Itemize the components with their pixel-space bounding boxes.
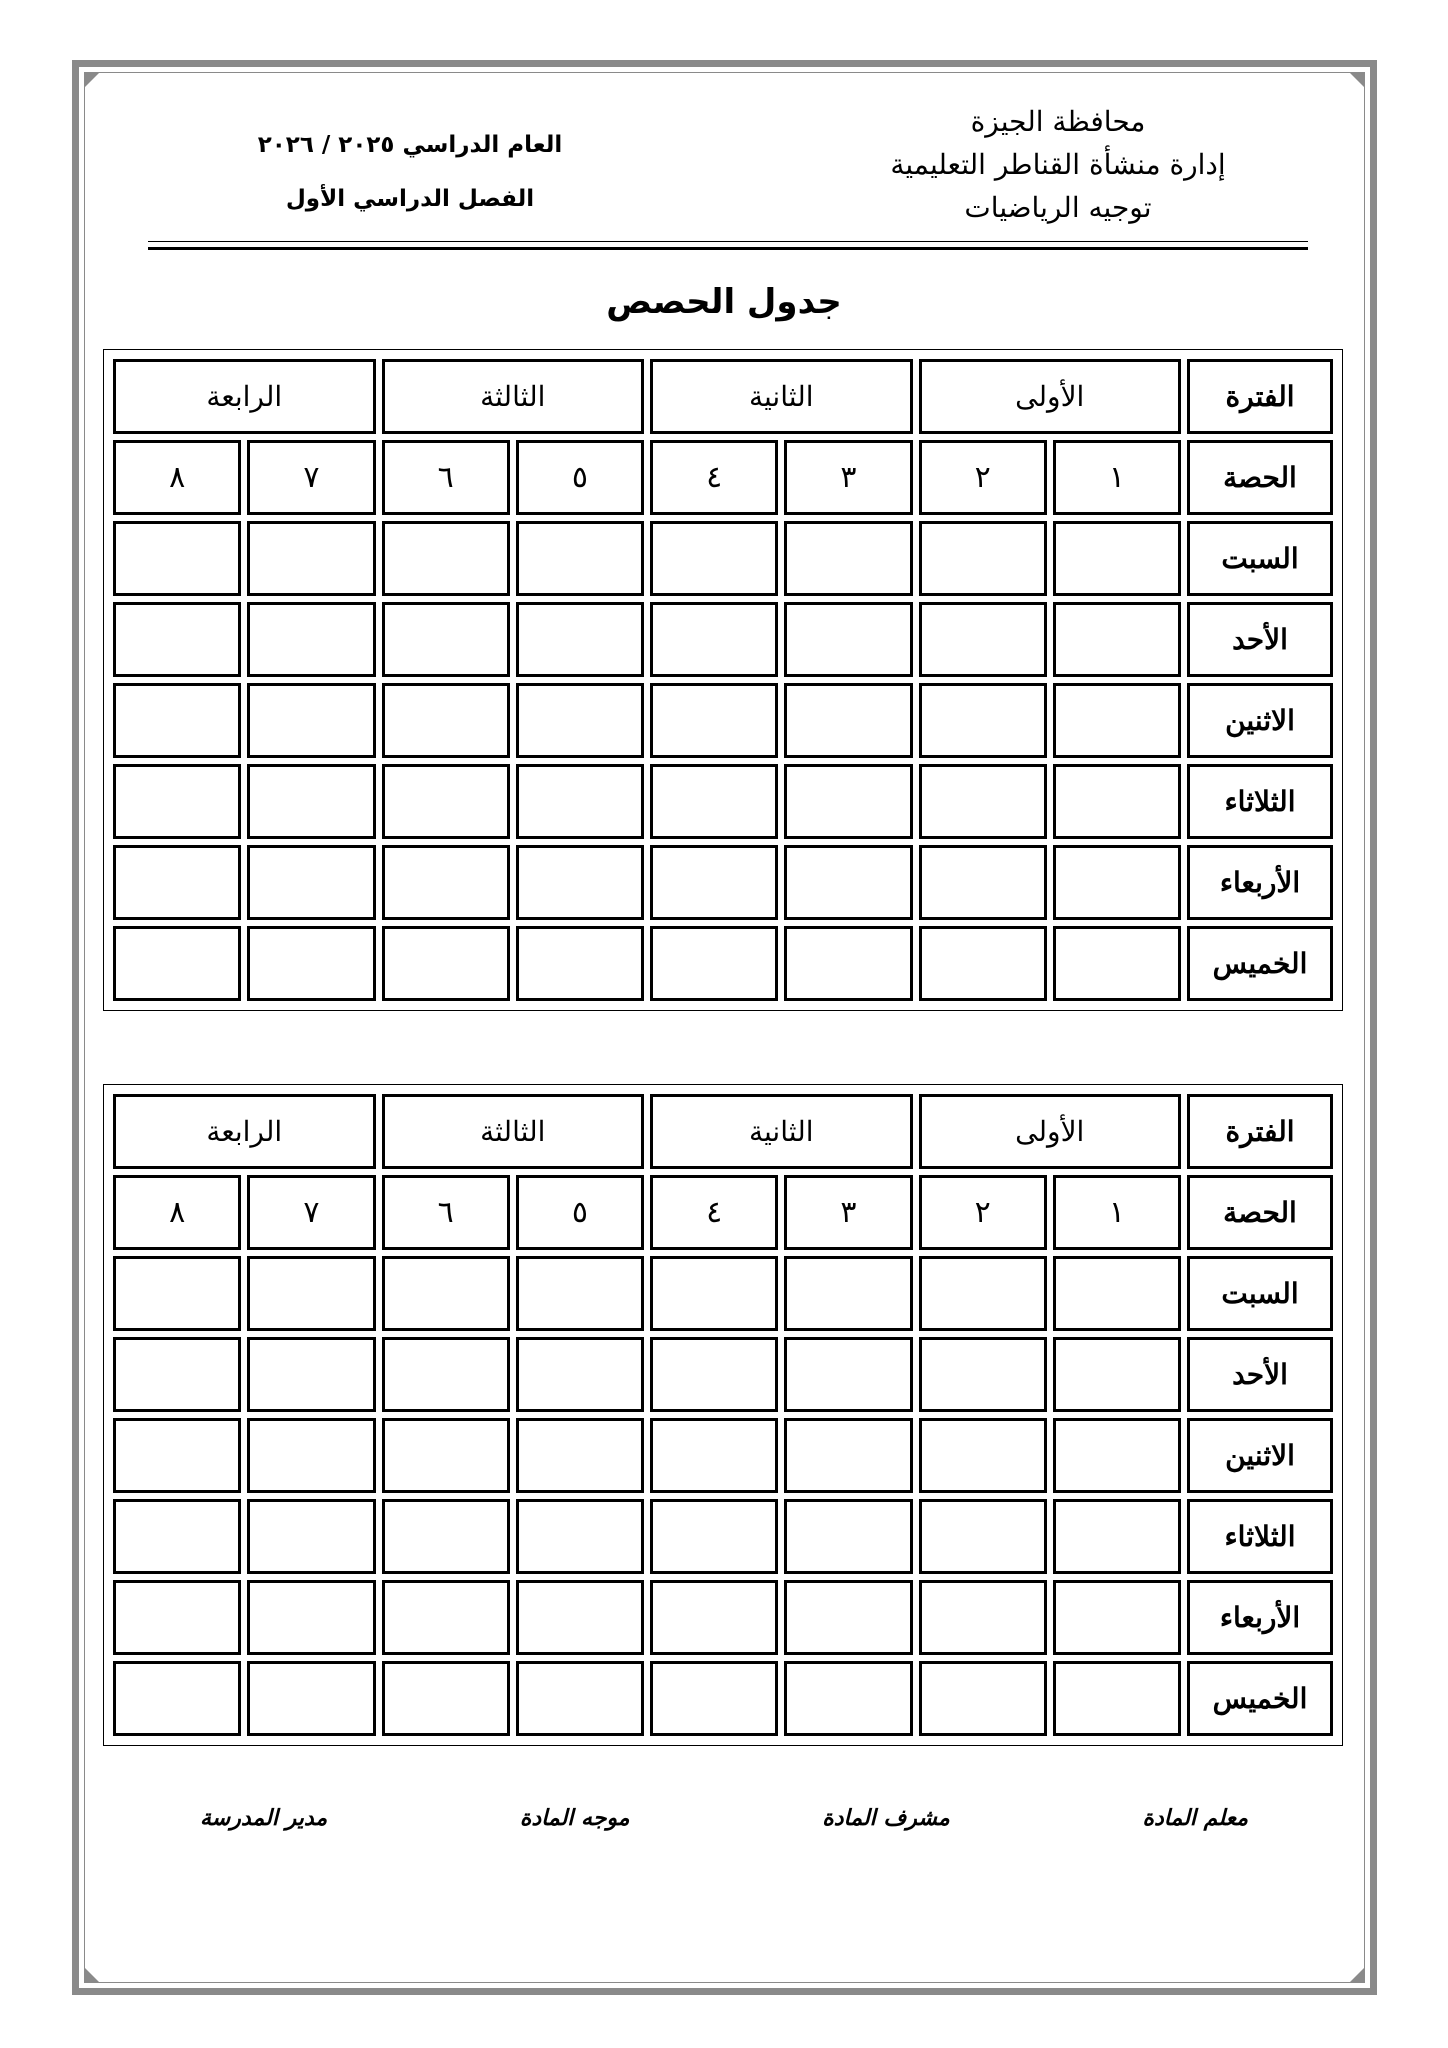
schedule-cell[interactable] [919, 845, 1047, 920]
schedule-cell[interactable] [919, 1580, 1047, 1655]
header-administration: إدارة منشأة القناطر التعليمية [890, 148, 1226, 181]
schedule-cell[interactable] [247, 1337, 375, 1412]
schedule-cell[interactable] [382, 1337, 510, 1412]
page-title: جدول الحصص [606, 282, 842, 322]
schedule-cell[interactable] [382, 1580, 510, 1655]
schedule-cell[interactable] [1053, 845, 1181, 920]
schedule-cell[interactable] [516, 1661, 644, 1736]
schedule-cell[interactable] [650, 926, 778, 1001]
day-label: الأحد [1187, 602, 1333, 677]
schedule-cell[interactable] [516, 845, 644, 920]
schedule-cell[interactable] [113, 1580, 241, 1655]
signature-supervisor: مشرف المادة [822, 1805, 950, 1831]
schedule-cell[interactable] [784, 1256, 912, 1331]
day-label: الأربعاء [1187, 1580, 1333, 1655]
schedule-cell[interactable] [382, 683, 510, 758]
schedule-cell[interactable] [516, 521, 644, 596]
schedule-cell[interactable] [247, 683, 375, 758]
schedule-cell[interactable] [650, 1337, 778, 1412]
session-label: الحصة [1187, 1175, 1333, 1250]
schedule-cell[interactable] [113, 926, 241, 1001]
schedule-cell[interactable] [247, 1499, 375, 1574]
header-semester: الفصل الدراسي الأول [285, 186, 535, 212]
header-divider [148, 247, 1308, 250]
schedule-cell[interactable] [516, 1337, 644, 1412]
schedule-cell[interactable] [784, 1337, 912, 1412]
session-number: ٣ [784, 1175, 912, 1250]
schedule-cell[interactable] [919, 764, 1047, 839]
schedule-cell[interactable] [650, 1256, 778, 1331]
schedule-cell[interactable] [650, 521, 778, 596]
schedule-cell[interactable] [919, 1256, 1047, 1331]
schedule-cell[interactable] [382, 845, 510, 920]
schedule-cell[interactable] [1053, 1418, 1181, 1493]
schedule-cell[interactable] [113, 602, 241, 677]
frame-corner [84, 72, 100, 88]
day-row [113, 1418, 1333, 1493]
session-number: ٤ [650, 1175, 778, 1250]
schedule-cell[interactable] [382, 926, 510, 1001]
schedule-cell[interactable] [516, 1580, 644, 1655]
timetable-grid [107, 1088, 1339, 1742]
schedule-cell[interactable] [784, 926, 912, 1001]
schedule-cell[interactable] [516, 1499, 644, 1574]
schedule-cell[interactable] [650, 602, 778, 677]
day-label: الاثنين [1187, 1418, 1333, 1493]
schedule-cell[interactable] [113, 764, 241, 839]
schedule-cell[interactable] [382, 764, 510, 839]
session-label: الحصة [1187, 440, 1333, 515]
schedule-cell[interactable] [1053, 1337, 1181, 1412]
session-number: ٣ [784, 440, 912, 515]
schedule-cell[interactable] [247, 764, 375, 839]
schedule-cell[interactable] [382, 1499, 510, 1574]
period-header: الرابعة [113, 359, 376, 434]
schedule-cell[interactable] [650, 1418, 778, 1493]
schedule-cell[interactable] [113, 521, 241, 596]
timetable-1 [103, 349, 1343, 1011]
header-authority [838, 100, 1278, 229]
schedule-cell[interactable] [247, 1580, 375, 1655]
schedule-cell[interactable] [113, 845, 241, 920]
schedule-cell[interactable] [1053, 1580, 1181, 1655]
header-divider [148, 241, 1308, 242]
period-header: الأولى [919, 359, 1182, 434]
period-row [113, 1094, 1333, 1169]
schedule-cell[interactable] [247, 602, 375, 677]
schedule-cell[interactable] [247, 1418, 375, 1493]
schedule-cell[interactable] [516, 1418, 644, 1493]
schedule-cell[interactable] [382, 1256, 510, 1331]
schedule-cell[interactable] [784, 1499, 912, 1574]
period-header: الرابعة [113, 1094, 376, 1169]
schedule-cell[interactable] [516, 764, 644, 839]
period-header: الثالثة [382, 1094, 645, 1169]
frame-corner [84, 1967, 100, 1983]
period-label: الفترة [1187, 1094, 1333, 1169]
day-row [113, 764, 1333, 839]
schedule-cell[interactable] [113, 1418, 241, 1493]
schedule-cell[interactable] [247, 521, 375, 596]
day-row [113, 683, 1333, 758]
session-number: ٥ [516, 1175, 644, 1250]
day-label: الثلاثاء [1187, 1499, 1333, 1574]
schedule-cell[interactable] [919, 1418, 1047, 1493]
schedule-cell[interactable] [382, 602, 510, 677]
day-label: الاثنين [1187, 683, 1333, 758]
schedule-cell[interactable] [247, 845, 375, 920]
schedule-cell[interactable] [1053, 521, 1181, 596]
day-label: الأحد [1187, 1337, 1333, 1412]
day-row [113, 1580, 1333, 1655]
header-academic-year: العام الدراسي ٢٠٢٥ / ٢٠٢٦ [257, 132, 563, 158]
day-row [113, 1499, 1333, 1574]
schedule-cell[interactable] [247, 1661, 375, 1736]
schedule-cell[interactable] [784, 602, 912, 677]
schedule-cell[interactable] [247, 1256, 375, 1331]
day-row [113, 602, 1333, 677]
header-governorate: محافظة الجيزة [970, 105, 1146, 138]
day-row [113, 521, 1333, 596]
schedule-cell[interactable] [784, 1661, 912, 1736]
schedule-cell[interactable] [784, 1418, 912, 1493]
schedule-cell[interactable] [784, 845, 912, 920]
schedule-cell[interactable] [650, 845, 778, 920]
period-header: الثانية [650, 1094, 913, 1169]
schedule-cell[interactable] [516, 926, 644, 1001]
schedule-cell[interactable] [516, 683, 644, 758]
schedule-cell[interactable] [382, 1418, 510, 1493]
period-row [113, 359, 1333, 434]
session-number: ٤ [650, 440, 778, 515]
timetable-2 [103, 1084, 1343, 1746]
period-label: الفترة [1187, 359, 1333, 434]
schedule-cell[interactable] [919, 683, 1047, 758]
day-label: الأربعاء [1187, 845, 1333, 920]
schedule-cell[interactable] [919, 926, 1047, 1001]
header-academic-info [240, 118, 580, 226]
schedule-cell[interactable] [650, 764, 778, 839]
session-number: ٦ [382, 1175, 510, 1250]
signature-teacher: معلم المادة [1142, 1805, 1248, 1831]
schedule-cell[interactable] [650, 1661, 778, 1736]
schedule-cell[interactable] [113, 1256, 241, 1331]
timetable-grid [107, 353, 1339, 1007]
day-label: السبت [1187, 521, 1333, 596]
session-number: ٢ [919, 1175, 1047, 1250]
frame-corner [1349, 72, 1365, 88]
schedule-cell[interactable] [650, 1580, 778, 1655]
schedule-cell[interactable] [919, 1499, 1047, 1574]
schedule-cell[interactable] [113, 1337, 241, 1412]
schedule-cell[interactable] [516, 602, 644, 677]
signature-principal: مدير المدرسة [200, 1805, 328, 1831]
schedule-cell[interactable] [784, 764, 912, 839]
day-label: السبت [1187, 1256, 1333, 1331]
header-department: توجيه الرياضيات [964, 191, 1152, 224]
schedule-cell[interactable] [1053, 602, 1181, 677]
session-number: ١ [1053, 1175, 1181, 1250]
signature-row [200, 1805, 1248, 1831]
schedule-cell[interactable] [382, 521, 510, 596]
session-row [113, 1175, 1333, 1250]
session-number: ٧ [247, 440, 375, 515]
period-header: الأولى [919, 1094, 1182, 1169]
schedule-cell[interactable] [247, 926, 375, 1001]
day-row [113, 845, 1333, 920]
session-number: ١ [1053, 440, 1181, 515]
frame-corner [1349, 1967, 1365, 1983]
session-number: ٢ [919, 440, 1047, 515]
day-label: الخميس [1187, 926, 1333, 1001]
signature-inspector: موجه المادة [519, 1805, 630, 1831]
period-header: الثانية [650, 359, 913, 434]
schedule-cell[interactable] [919, 521, 1047, 596]
schedule-cell[interactable] [919, 602, 1047, 677]
schedule-cell[interactable] [650, 1499, 778, 1574]
schedule-cell[interactable] [1053, 1256, 1181, 1331]
schedule-cell[interactable] [113, 1499, 241, 1574]
session-number: ٨ [113, 1175, 241, 1250]
schedule-cell[interactable] [113, 1661, 241, 1736]
schedule-cell[interactable] [1053, 926, 1181, 1001]
session-row [113, 440, 1333, 515]
schedule-cell[interactable] [784, 521, 912, 596]
period-header: الثالثة [382, 359, 645, 434]
schedule-cell[interactable] [1053, 1499, 1181, 1574]
schedule-cell[interactable] [382, 1661, 510, 1736]
schedule-cell[interactable] [650, 683, 778, 758]
session-number: ٦ [382, 440, 510, 515]
day-row [113, 1661, 1333, 1736]
schedule-cell[interactable] [919, 1337, 1047, 1412]
schedule-cell[interactable] [1053, 683, 1181, 758]
day-label: الخميس [1187, 1661, 1333, 1736]
session-number: ٨ [113, 440, 241, 515]
day-row [113, 1256, 1333, 1331]
schedule-cell[interactable] [1053, 1661, 1181, 1736]
schedule-cell[interactable] [516, 1256, 644, 1331]
day-row [113, 1337, 1333, 1412]
schedule-cell[interactable] [919, 1661, 1047, 1736]
session-number: ٧ [247, 1175, 375, 1250]
schedule-cell[interactable] [113, 683, 241, 758]
session-number: ٥ [516, 440, 644, 515]
schedule-cell[interactable] [784, 683, 912, 758]
day-row [113, 926, 1333, 1001]
schedule-cell[interactable] [784, 1580, 912, 1655]
schedule-cell[interactable] [1053, 764, 1181, 839]
day-label: الثلاثاء [1187, 764, 1333, 839]
